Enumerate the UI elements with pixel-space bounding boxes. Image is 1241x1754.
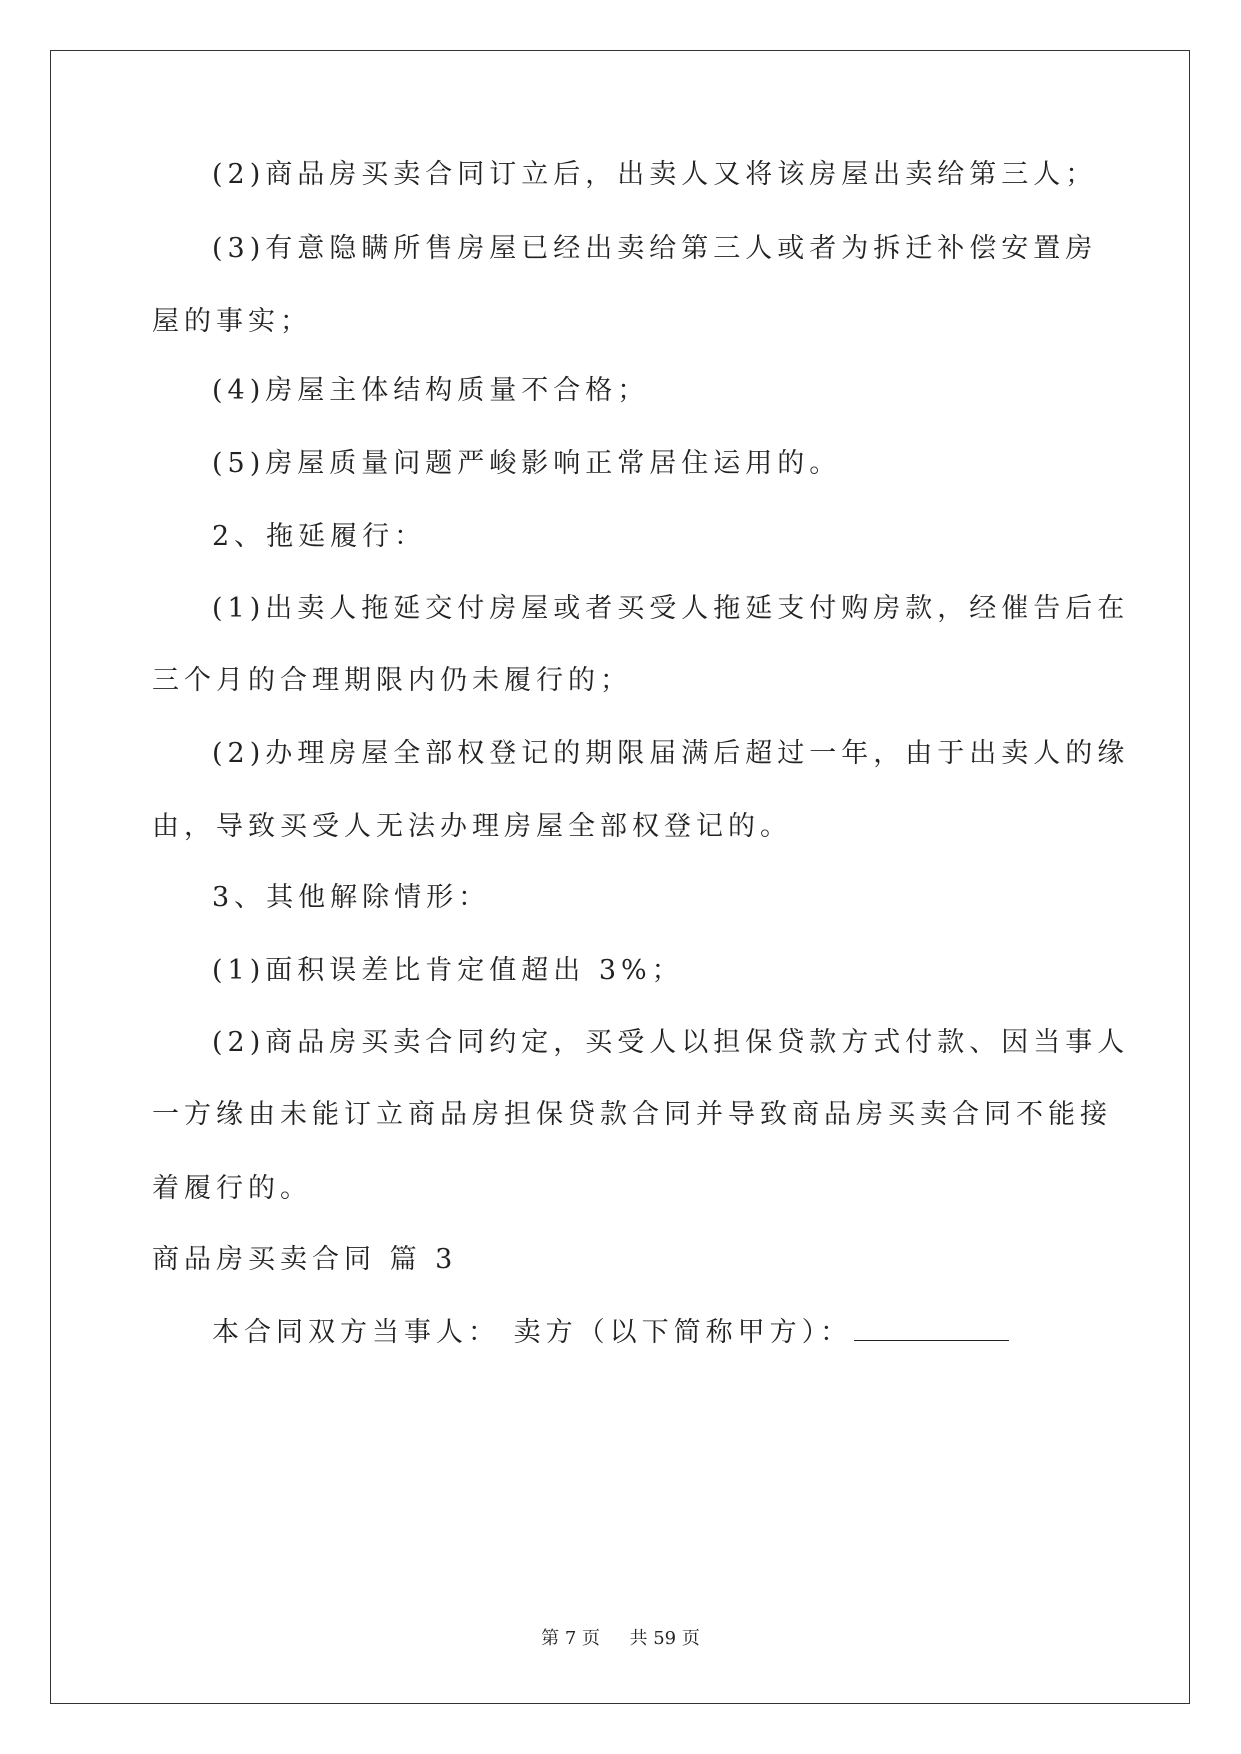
- page-frame: [50, 50, 1190, 1704]
- paragraph-line: (1)面积误差比肯定值超出 3%；: [212, 955, 684, 986]
- paragraph-line: 着履行的。: [152, 1173, 312, 1204]
- paragraph-line: (2)商品房买卖合同约定，买受人以担保贷款方式付款、因当事人: [212, 1027, 1130, 1058]
- paragraph-line: 一方缘由未能订立商品房担保贷款合同并导致商品房买卖合同不能接: [152, 1099, 1112, 1130]
- page-number: 第 7 页: [541, 1628, 601, 1649]
- paragraph-line: (2)办理房屋全部权登记的期限届满后超过一年，由于出卖人的缘: [212, 738, 1130, 769]
- contract-parties-line: [212, 1316, 1009, 1350]
- fill-in-blank: [854, 1316, 1009, 1341]
- paragraph-line: (4)房屋主体结构质量不合格；: [212, 375, 650, 406]
- section-heading: 3、其他解除情形：: [212, 882, 491, 913]
- section-heading: 2、拖延履行：: [212, 521, 427, 552]
- page-footer: [0, 1624, 1241, 1650]
- contract-parties-label: 本合同双方当事人： 卖方（以下简称甲方）：: [212, 1317, 853, 1348]
- paragraph-line: 由，导致买受人无法办理房屋全部权登记的。: [152, 811, 792, 842]
- paragraph-line: 屋的事实；: [152, 306, 312, 337]
- total-pages: 共 59 页: [629, 1628, 700, 1649]
- paragraph-line: (2)商品房买卖合同订立后，出卖人又将该房屋出卖给第三人；: [212, 159, 1098, 190]
- paragraph-line: (3)有意隐瞒所售房屋已经出卖给第三人或者为拆迁补偿安置房: [212, 233, 1098, 264]
- paragraph-line: (5)房屋质量问题严峻影响正常居住运用的。: [212, 448, 842, 479]
- paragraph-line: 三个月的合理期限内仍未履行的；: [152, 665, 632, 696]
- section-title: 商品房买卖合同 篇 3: [152, 1244, 458, 1275]
- paragraph-line: (1)出卖人拖延交付房屋或者买受人拖延支付购房款，经催告后在: [212, 593, 1130, 624]
